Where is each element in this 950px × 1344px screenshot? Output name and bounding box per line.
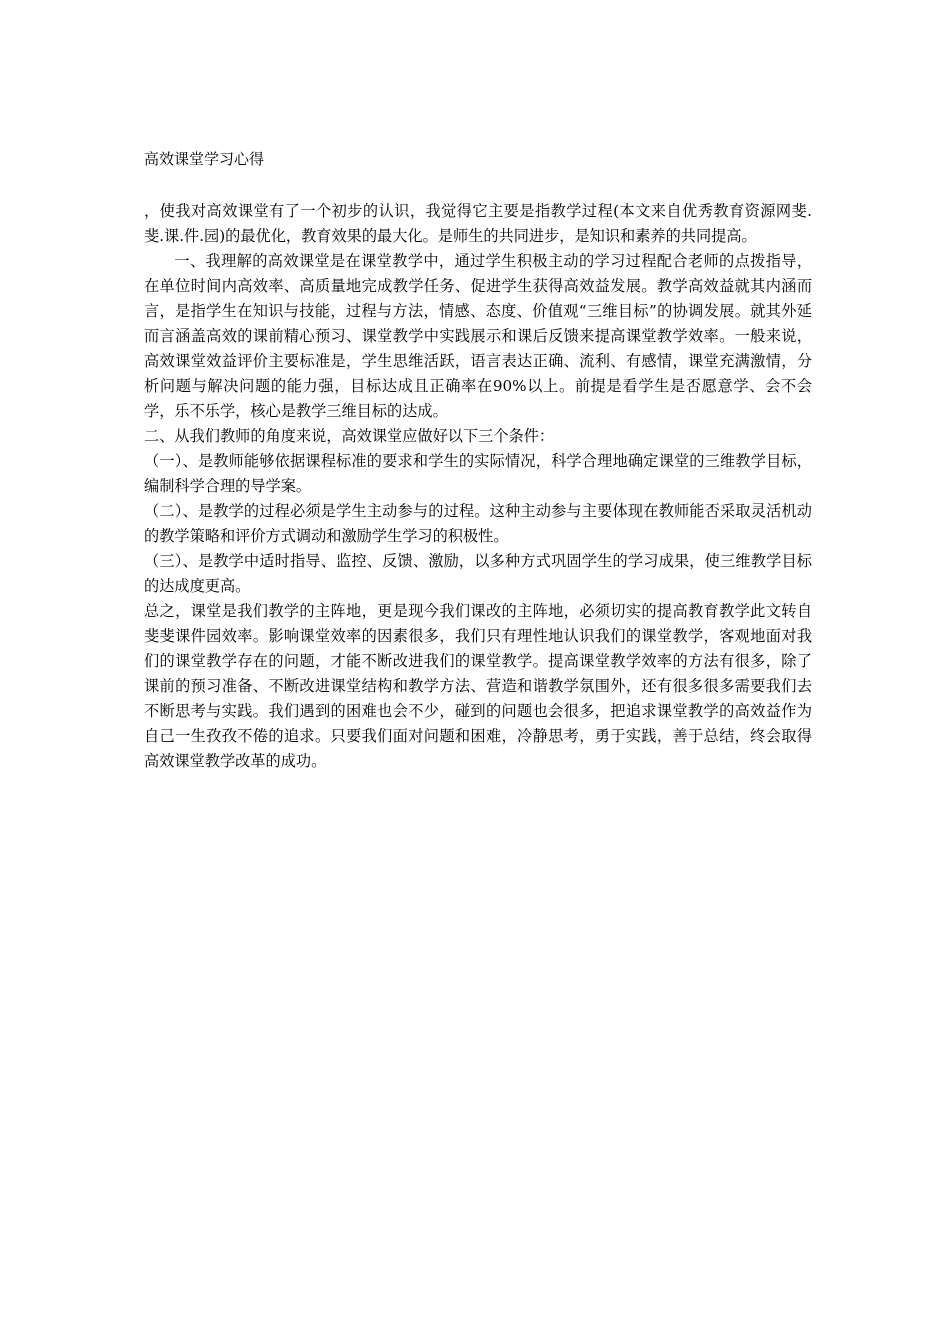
paragraph-section-two-heading: 二、从我们教师的角度来说，高效课堂应做好以下三个条件： xyxy=(144,427,555,445)
paragraph-section-one: 一、我理解的高效课堂是在课堂教学中，通过学生积极主动的学习过程配合老师的点拨指导，在单位时间内高效率、高质量地完成教学任务、促进学生获得高效益发展。教学高效益就其内涵而言，是指学生在知识与技能，过程与方法，情感、态度、价值观“三维目标”的协调发展。就其外延而言涵盖高效的课前精心预习、课堂教学中实践展示和课后反馈来提高课堂教学效率。一般来说，高效课堂效益评价主要标准是，学生思维活跃，语言表达正确、流利、有感情，课堂充满激情，分析问题与解决问题的能力强，目标达成且正确率在90%以上。前提是看学生是否愿意学、会不会学，乐不乐学，核心是教学三维目标的达成。 xyxy=(144,252,812,420)
paragraph-condition-three: （三）、是教学中适时指导、监控、反馈、激励，以多种方式巩固学生的学习成果，使三维教学目标的达成度更高。 xyxy=(144,552,812,595)
paragraph-condition-one: （一）、是教师能够依据课程标准的要求和学生的实际情况，科学合理地确定课堂的三维教学目标，编制科学合理的导学案。 xyxy=(144,452,812,495)
paragraph-condition-two: （二）、是教学的过程必须是学生主动参与的过程。这种主动参与主要体现在教师能否采取灵活机动的教学策略和评价方式调动和激励学生学习的积极性。 xyxy=(144,502,812,545)
paragraph-intro: ，使我对高效课堂有了一个初步的认识，我觉得它主要是指教学过程(本文来自优秀教育资源网斐.斐.课.件.园)的最优化，教育效果的最大化。是师生的共同进步，是知识和素养的共同提高。 xyxy=(144,202,812,245)
document-body xyxy=(144,199,812,774)
paragraph-conclusion: 总之，课堂是我们教学的主阵地，更是现今我们课改的主阵地，必须切实的提高教育教学此文转自斐斐课件园效率。影响课堂效率的因素很多，我们只有理性地认识我们的课堂教学，客观地面对我们的课堂教学存在的问题，才能不断改进我们的课堂教学。提高课堂教学效率的方法有很多，除了课前的预习准备、不断改进课堂结构和教学方法、营造和谐教学氛围外，还有很多很多需要我们去不断思考与实践。我们遇到的困难也会不少，碰到的问题也会很多，把追求课堂教学的高效益作为自己一生孜孜不倦的追求。只要我们面对问题和困难，冷静思考，勇于实践，善于总结，终会取得高效课堂教学改革的成功。 xyxy=(144,602,812,770)
document-title: 高效课堂学习心得 xyxy=(144,150,265,168)
